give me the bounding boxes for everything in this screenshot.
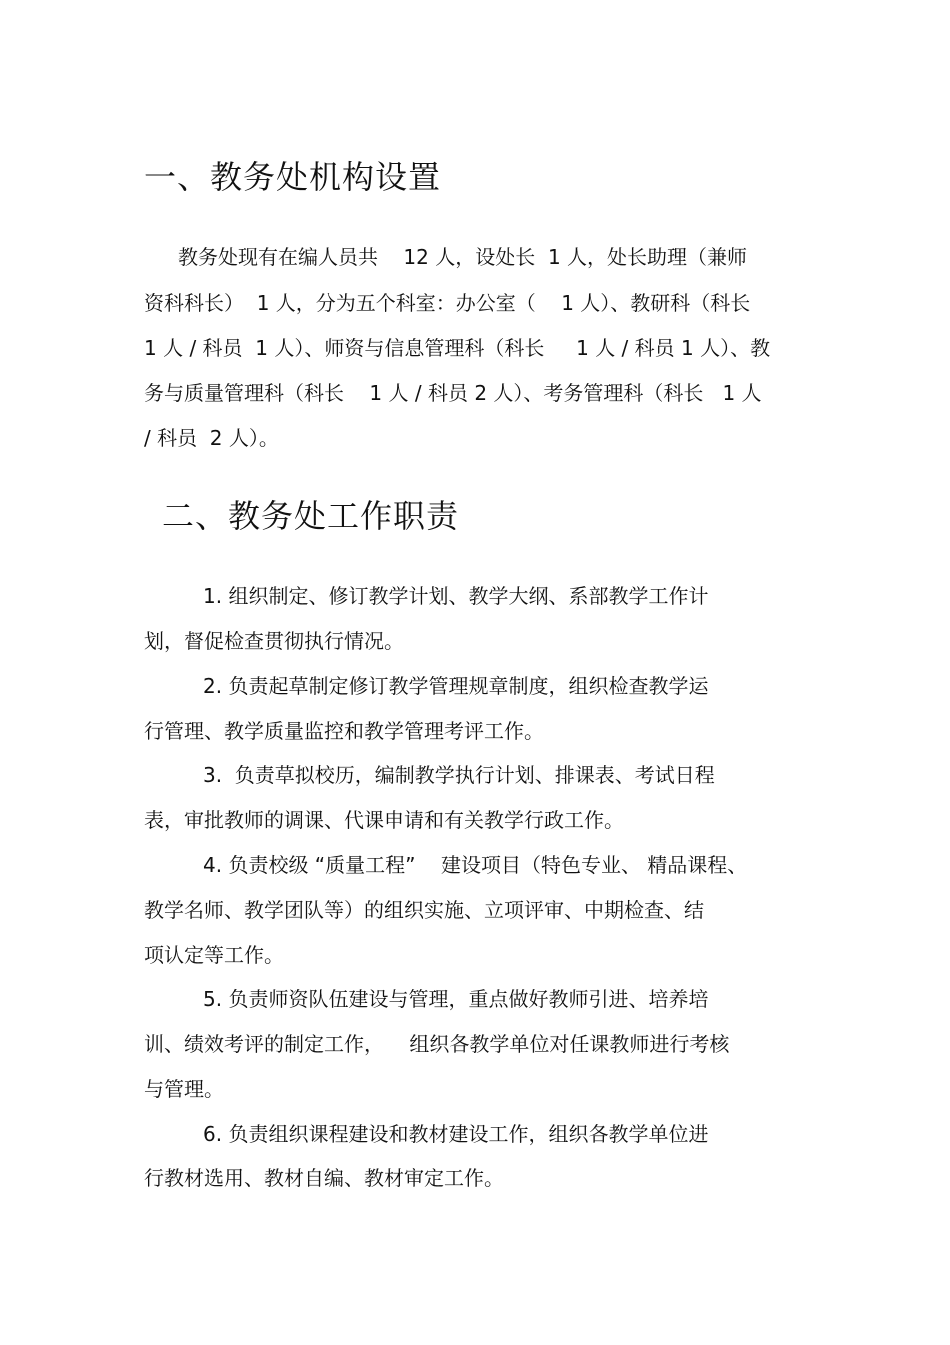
paragraph-line: 1 人 / 科员 1 人）、师资与信息管理科（科长 1 人 / 科员 1 人）、教: [144, 336, 771, 360]
section-1-heading: 一、教务处机构设置: [144, 158, 442, 196]
duty-item-3-line: 表，审批教师的调课、代课申请和有关教学行政工作。: [144, 808, 624, 832]
duty-item-5-line: 5. 负责师资队伍建设与管理，重点做好教师引进、培养培: [203, 987, 709, 1011]
duty-item-5-line: 与管理。: [144, 1077, 224, 1101]
duty-item-6-line: 6. 负责组织课程建设和教材建设工作，组织各教学单位进: [203, 1122, 709, 1146]
duty-item-1-line: 划，督促检查贯彻执行情况。: [144, 629, 404, 653]
paragraph-line: / 科员 2 人）。: [144, 426, 279, 450]
duty-item-4-line: 项认定等工作。: [144, 943, 284, 967]
duty-item-1-line: 1. 组织制定、修订教学计划、教学大纲、系部教学工作计: [203, 584, 709, 608]
section-2-heading: 二、教务处工作职责: [162, 497, 460, 535]
duty-item-2-line: 行管理、教学质量监控和教学管理考评工作。: [144, 719, 544, 743]
duty-item-2-line: 2. 负责起草制定修订教学管理规章制度，组织检查教学运: [203, 674, 709, 698]
duty-item-4-line: 教学名师、教学团队等）的组织实施、立项评审、中期检查、结: [144, 898, 704, 922]
paragraph-line: 教务处现有在编人员共 12 人，设处长 1 人，处长助理（兼师: [178, 245, 748, 269]
paragraph-line: 务与质量管理科（科长 1 人 / 科员 2 人）、考务管理科（科长 1 人: [144, 381, 762, 405]
duty-item-3-line: 3. 负责草拟校历，编制教学执行计划、排课表、考试日程: [203, 763, 715, 787]
duty-item-4-line: 4. 负责校级 “质量工程” 建设项目（特色专业、 精品课程、: [203, 853, 748, 877]
duty-item-5-line: 训、绩效考评的制定工作， 组织各教学单位对任课教师进行考核: [144, 1032, 730, 1056]
paragraph-line: 资科科长） 1 人，分为五个科室：办公室（ 1 人）、教研科（科长: [144, 291, 751, 315]
duty-item-6-line: 行教材选用、教材自编、教材审定工作。: [144, 1166, 504, 1190]
